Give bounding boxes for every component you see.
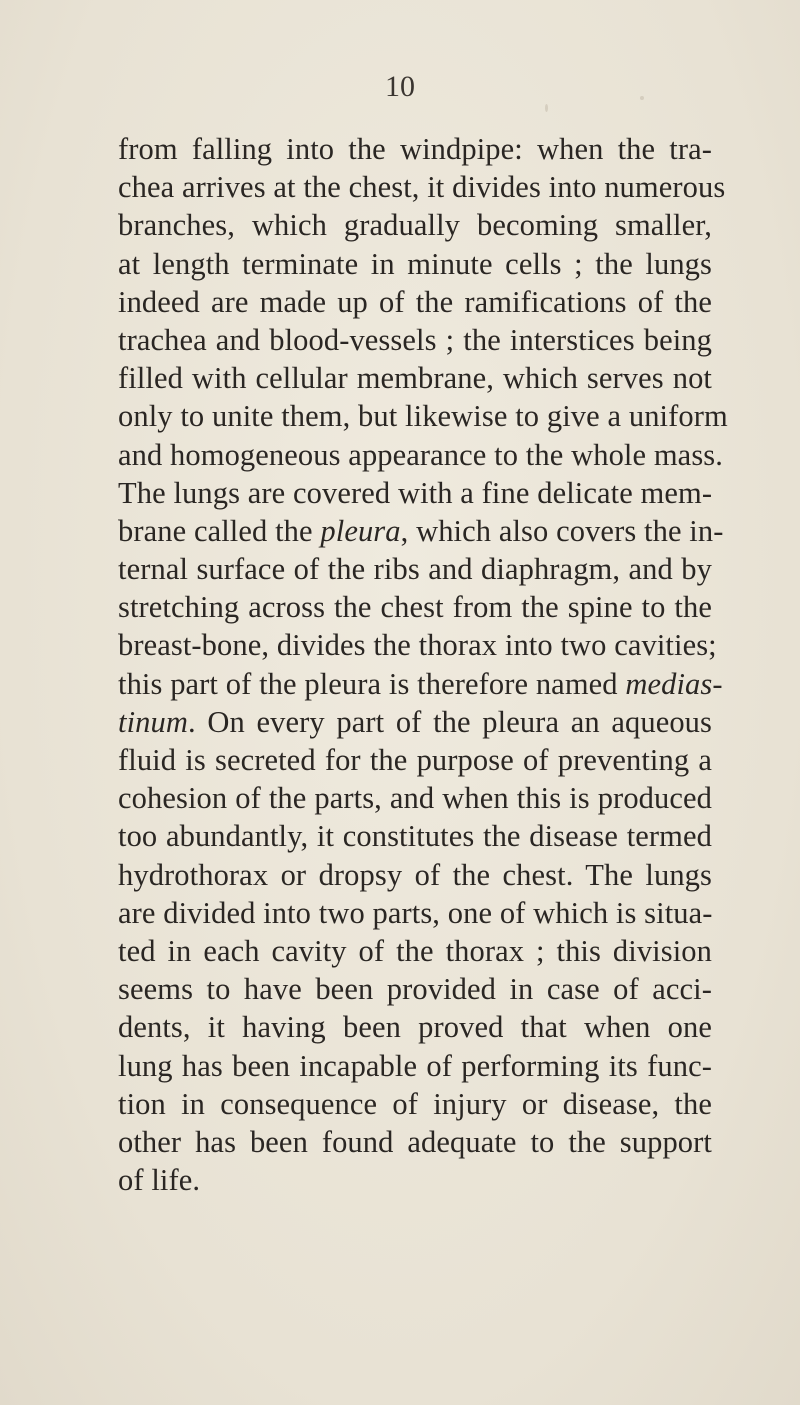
text-segment: . On every part of the pleura an aqueous [187,704,712,739]
text-segment: ted in each cavity of the thorax ; this division [118,933,712,968]
text-segment: breast-bone, divides the thorax into two cavities; [118,628,717,663]
text-segment: filled with cellular membrane, which serves not [118,361,712,396]
body-paragraph [118,130,728,1199]
text-segment: indeed are made up of the ramifications of the [118,284,712,319]
italic-term: tinum [118,704,188,739]
text-line [118,130,712,168]
text-line [118,1047,712,1085]
text-segment: , which also covers the in- [400,513,724,548]
text-segment: at length terminate in minute cells ; the lungs [118,246,712,281]
text-line [118,894,712,932]
page-number: 10 [385,70,415,103]
italic-term: pleura [320,513,401,548]
text-line [118,359,712,397]
text-line [118,474,712,512]
text-line [118,436,723,474]
text-segment: The lungs are covered with a fine delicate mem- [118,475,713,510]
text-line [118,970,712,1008]
text-line [118,1085,712,1123]
text-line [118,206,712,244]
text-segment: trachea and blood-vessels ; the interstices being [118,322,712,357]
text-segment: tion in consequence of injury or disease, the [118,1086,712,1121]
text-segment: this part of the pleura is therefore named [118,666,626,701]
text-line [118,1161,712,1199]
text-segment: lung has been incapable of performing its func- [118,1048,712,1083]
text-line [118,856,712,894]
text-segment: and homogeneous appearance to the whole mass. [118,437,723,472]
text-segment: dents, it having been proved that when one [118,1010,712,1045]
text-segment: stretching across the chest from the spine to the [118,590,712,625]
text-segment: cohesion of the parts, and when this is produced [118,781,712,816]
text-segment: only to unite them, but likewise to give a uniform [118,399,728,434]
text-segment: are divided into two parts, one of which is situa- [118,895,713,930]
text-segment: ternal surface of the ribs and diaphragm, and by [118,552,712,587]
text-segment: seems to have been provided in case of acci- [118,972,712,1007]
text-segment: other has been found adequate to the support [118,1124,712,1159]
text-line [118,626,717,664]
paper-speck [545,104,548,112]
text-line [118,741,712,779]
text-line [118,703,712,741]
text-line [118,245,712,283]
text-line [118,397,728,435]
text-segment: from falling into the windpipe: when the tra- [118,132,712,166]
text-line [118,817,712,855]
text-line [118,321,712,359]
text-line [118,512,724,550]
text-line [118,779,712,817]
text-line [118,932,712,970]
text-line [118,665,723,703]
text-segment: branches, which gradually becoming smaller, [118,208,712,243]
text-line [118,283,712,321]
text-line [118,1008,712,1046]
text-segment: fluid is secreted for the purpose of preventing a [118,743,712,777]
text-segment: hydrothorax or dropsy of the chest. The lungs [118,857,712,892]
text-line [118,550,712,588]
text-segment: brane called the [118,513,321,548]
text-segment: too abundantly, it constitutes the disease termed [118,819,712,854]
text-line [118,1123,712,1161]
text-line [118,168,726,206]
text-line [118,588,712,626]
text-segment: of life. [118,1163,201,1198]
italic-term: medias- [625,666,723,701]
text-segment: chea arrives at the chest, it divides into numerous [118,170,726,205]
